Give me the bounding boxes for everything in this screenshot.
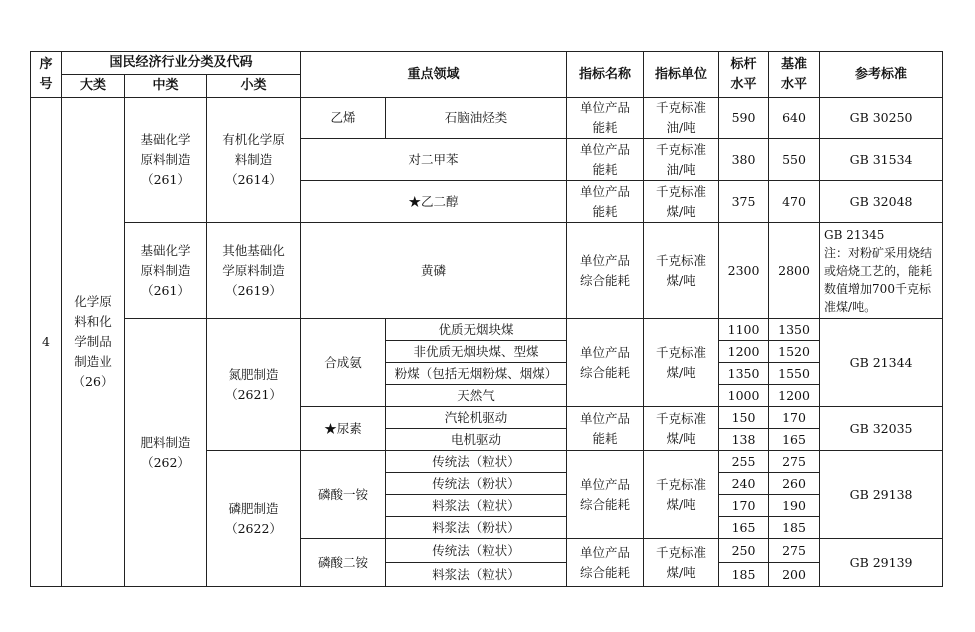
indicator-name-cell: 单位产品 综合能耗 <box>567 223 644 319</box>
baseline-cell: 1520 <box>769 341 820 363</box>
benchmark-cell: 1200 <box>719 341 769 363</box>
benchmark-cell: 150 <box>719 407 769 429</box>
benchmark-cell: 1100 <box>719 319 769 341</box>
focus-area-cell: 磷酸二铵 <box>301 539 386 587</box>
indicator-name-cell: 单位产品 能耗 <box>567 98 644 139</box>
reference-cell: GB 31534 <box>820 139 943 181</box>
sub-area-cell: 粉煤（包括无烟粉煤、烟煤） <box>386 363 567 385</box>
reference-cell: GB 32035 <box>820 407 943 451</box>
focus-area-cell: 乙烯 <box>301 98 386 139</box>
sub-area-cell: 天然气 <box>386 385 567 407</box>
benchmark-cell: 380 <box>719 139 769 181</box>
indicator-unit-cell: 千克标准 煤/吨 <box>644 223 719 319</box>
baseline-cell: 2800 <box>769 223 820 319</box>
header-baseline: 基准 水平 <box>769 52 820 98</box>
minor-category-cell: 有机化学原 料制造 （2614） <box>207 98 301 223</box>
baseline-cell: 1200 <box>769 385 820 407</box>
baseline-cell: 275 <box>769 539 820 563</box>
focus-area-cell: ★尿素 <box>301 407 386 451</box>
benchmark-cell: 185 <box>719 563 769 587</box>
baseline-cell: 185 <box>769 517 820 539</box>
focus-area-cell: 对二甲苯 <box>301 139 567 181</box>
indicator-unit-cell: 千克标准 煤/吨 <box>644 539 719 587</box>
sub-area-cell: 电机驱动 <box>386 429 567 451</box>
energy-benchmark-table <box>30 51 943 587</box>
benchmark-cell: 250 <box>719 539 769 563</box>
indicator-unit-cell: 千克标准 油/吨 <box>644 139 719 181</box>
baseline-cell: 640 <box>769 98 820 139</box>
header-middle: 中类 <box>125 75 207 98</box>
benchmark-cell: 375 <box>719 181 769 223</box>
indicator-unit-cell: 千克标准 煤/吨 <box>644 407 719 451</box>
reference-cell: GB 29138 <box>820 451 943 539</box>
sub-area-cell: 料浆法（粉状） <box>386 517 567 539</box>
header-benchmark: 标杆 水平 <box>719 52 769 98</box>
sub-area-cell: 优质无烟块煤 <box>386 319 567 341</box>
indicator-unit-cell: 千克标准 煤/吨 <box>644 451 719 539</box>
middle-category-cell: 肥料制造 （262） <box>125 319 207 587</box>
benchmark-cell: 590 <box>719 98 769 139</box>
indicator-name-cell: 单位产品 能耗 <box>567 139 644 181</box>
benchmark-cell: 138 <box>719 429 769 451</box>
header-minor: 小类 <box>207 75 301 98</box>
focus-area-cell: 黄磷 <box>301 223 567 319</box>
reference-cell: GB 32048 <box>820 181 943 223</box>
minor-category-cell: 氮肥制造 （2621） <box>207 319 301 451</box>
table-row <box>31 319 943 341</box>
sub-area-cell: 汽轮机驱动 <box>386 407 567 429</box>
minor-category-cell: 磷肥制造 （2622） <box>207 451 301 587</box>
sub-area-cell: 传统法（粉状） <box>386 473 567 495</box>
indicator-name-cell: 单位产品 能耗 <box>567 181 644 223</box>
indicator-name-cell: 单位产品 综合能耗 <box>567 451 644 539</box>
focus-area-cell: 磷酸一铵 <box>301 451 386 539</box>
benchmark-cell: 1350 <box>719 363 769 385</box>
focus-area-cell: ★乙二醇 <box>301 181 567 223</box>
focus-area-cell: 合成氨 <box>301 319 386 407</box>
indicator-name-cell: 单位产品 综合能耗 <box>567 319 644 407</box>
reference-cell: GB 30250 <box>820 98 943 139</box>
sub-area-cell: 料浆法（粒状） <box>386 495 567 517</box>
baseline-cell: 550 <box>769 139 820 181</box>
header-indicator-unit: 指标单位 <box>644 52 719 98</box>
table-row <box>31 98 943 139</box>
indicator-name-cell: 单位产品 综合能耗 <box>567 539 644 587</box>
benchmark-cell: 165 <box>719 517 769 539</box>
middle-category-cell: 基础化学 原料制造 （261） <box>125 98 207 223</box>
sub-area-cell: 石脑油烃类 <box>386 98 567 139</box>
sub-area-cell: 传统法（粒状） <box>386 451 567 473</box>
baseline-cell: 1350 <box>769 319 820 341</box>
header-major: 大类 <box>62 75 125 98</box>
header-indicator-name: 指标名称 <box>567 52 644 98</box>
reference-cell: GB 21344 <box>820 319 943 407</box>
baseline-cell: 275 <box>769 451 820 473</box>
baseline-cell: 190 <box>769 495 820 517</box>
sub-area-cell: 料浆法（粒状） <box>386 563 567 587</box>
sub-area-cell: 传统法（粒状） <box>386 539 567 563</box>
header-focus-area: 重点领域 <box>301 52 567 98</box>
seq-cell: 4 <box>31 98 62 587</box>
benchmark-cell: 255 <box>719 451 769 473</box>
benchmark-cell: 2300 <box>719 223 769 319</box>
baseline-cell: 165 <box>769 429 820 451</box>
minor-category-cell: 其他基础化 学原料制造 （2619） <box>207 223 301 319</box>
reference-cell: GB 29139 <box>820 539 943 587</box>
baseline-cell: 260 <box>769 473 820 495</box>
indicator-unit-cell: 千克标准 油/吨 <box>644 98 719 139</box>
baseline-cell: 200 <box>769 563 820 587</box>
header-row-1 <box>31 52 943 75</box>
benchmark-cell: 170 <box>719 495 769 517</box>
major-category-cell: 化学原 料和化 学制品 制造业 （26） <box>62 98 125 587</box>
table-row <box>31 223 943 319</box>
baseline-cell: 470 <box>769 181 820 223</box>
indicator-unit-cell: 千克标准 煤/吨 <box>644 319 719 407</box>
header-reference: 参考标准 <box>820 52 943 98</box>
baseline-cell: 1550 <box>769 363 820 385</box>
benchmark-cell: 240 <box>719 473 769 495</box>
sub-area-cell: 非优质无烟块煤、型煤 <box>386 341 567 363</box>
header-seq: 序 号 <box>31 52 62 98</box>
header-classification: 国民经济行业分类及代码 <box>62 52 301 75</box>
benchmark-cell: 1000 <box>719 385 769 407</box>
baseline-cell: 170 <box>769 407 820 429</box>
middle-category-cell: 基础化学 原料制造 （261） <box>125 223 207 319</box>
reference-note-cell: GB 21345 注：对粉矿采用烧结或焙烧工艺的，能耗数值增加700千克标准煤/吨。 <box>820 223 943 319</box>
indicator-name-cell: 单位产品 能耗 <box>567 407 644 451</box>
indicator-unit-cell: 千克标准 煤/吨 <box>644 181 719 223</box>
